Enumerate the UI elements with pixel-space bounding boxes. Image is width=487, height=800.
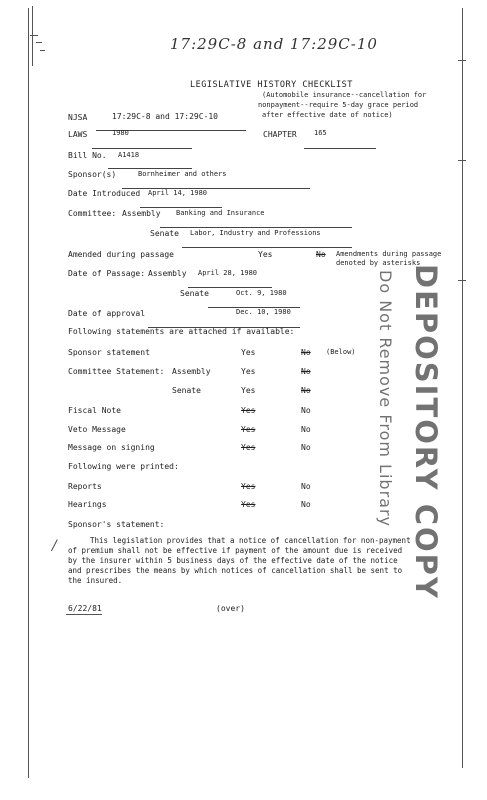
subject-note-line-3: after effective date of notice) (262, 111, 393, 119)
sponsor-statement-note: (Below) (326, 348, 356, 356)
printed-heading: Following were printed: (68, 462, 179, 471)
committee-assembly-underline (160, 217, 352, 228)
margin-tick (30, 35, 38, 36)
sponsor-statement-line: and prescribes the means by which notices of cancellation shall be sent to (68, 566, 403, 575)
statements-heading: Following statements are attached if available: (68, 327, 295, 336)
committee-senate-underline (182, 237, 352, 248)
sponsors-label: Sponsor(s) (68, 170, 117, 179)
committee-assembly-label: Assembly (122, 209, 161, 218)
margin-tick (458, 280, 466, 281)
left-margin-line (28, 8, 29, 778)
bill-no-label: Bill No. (68, 151, 107, 160)
passage-assembly-label: Assembly (148, 269, 187, 278)
sponsor-statement-text (68, 536, 448, 586)
committee-senate-value: Labor, Industry and Professions (190, 229, 321, 237)
depository-stamp (345, 262, 445, 600)
date-introduced-value: April 14, 1980 (148, 189, 208, 197)
chapter-value: 165 (314, 129, 327, 137)
sponsors-value: Bornheimer and others (138, 170, 227, 178)
njsa-label: NJSA (68, 113, 88, 122)
laws-value: 1980 (112, 129, 129, 137)
sponsors-underline (122, 178, 310, 189)
veto-message-yes: Yes (241, 425, 256, 434)
margin-tick (40, 50, 45, 51)
fiscal-note-label: Fiscal Note (68, 406, 121, 415)
passage-senate-underline (208, 297, 300, 308)
date-of-approval-label: Date of approval (68, 309, 146, 318)
veto-message-no: No (301, 425, 311, 434)
margin-tick (458, 60, 466, 61)
committee-statement-assembly-no: No (301, 367, 311, 376)
bill-no-value: A1418 (118, 151, 140, 159)
amended-no: No (316, 250, 326, 259)
njsa-value: 17:29C-8 and 17:29C-10 (112, 112, 218, 121)
amended-yes: Yes (258, 250, 273, 259)
committee-senate-label: Senate (150, 229, 179, 238)
handwritten-mark: / (52, 538, 57, 554)
laws-label: LAWS (68, 130, 88, 139)
fiscal-note-no: No (301, 406, 311, 415)
reports-yes: Yes (241, 482, 256, 491)
margin-tick (458, 160, 466, 161)
committee-statement-senate-label: Senate (172, 386, 201, 395)
reports-no: No (301, 482, 311, 491)
committee-statement-assembly-yes: Yes (241, 367, 256, 376)
committee-statement-label: Committee Statement: (68, 367, 165, 376)
committee-statement-assembly-label: Assembly (172, 367, 211, 376)
bill-no-underline (108, 158, 192, 169)
footer-date: 6/22/81 (68, 604, 102, 613)
date-introduced-underline (140, 197, 222, 208)
footer-over: (over) (216, 604, 245, 613)
sponsor-statement-heading: Sponsor's statement: (68, 520, 165, 529)
laws-underline (92, 138, 192, 149)
chapter-label: CHAPTER (263, 130, 297, 139)
committee-statement-senate-yes: Yes (241, 386, 256, 395)
handwritten-header: 17:29C-8 and 17:29C-10 (170, 35, 378, 53)
message-on-signing-label: Message on signing (68, 443, 155, 452)
sponsor-statement-line: This legislation provides that a notice of cancellation for non-payment (90, 536, 411, 545)
sponsor-statement-no: No (301, 348, 311, 357)
hearings-no: No (301, 500, 311, 509)
left-margin-mark (32, 6, 33, 66)
chapter-underline (304, 138, 376, 149)
right-margin-line (462, 8, 463, 768)
stamp-line-1: DEPOSITORY COPY (409, 264, 443, 600)
hearings-yes: Yes (241, 500, 256, 509)
document-title: LEGISLATIVE HISTORY CHECKLIST (190, 80, 353, 90)
veto-message-label: Veto Message (68, 425, 126, 434)
date-of-approval-value: Dec. 10, 1980 (236, 308, 291, 316)
fiscal-note-yes: Yes (241, 406, 256, 415)
sponsor-statement-line: of premium shall not be effective if payment of the amount due is received (68, 546, 403, 555)
committee-label: Committee: (68, 209, 117, 218)
date-of-passage-label: Date of Passage: (68, 269, 146, 278)
margin-tick (36, 42, 42, 43)
sponsor-statement-label: Sponsor statement (68, 348, 150, 357)
sponsor-statement-line: by the insurer within 5 business days of the effective date of the notice (68, 556, 398, 565)
message-on-signing-yes: Yes (241, 443, 256, 452)
amendments-note-line-2: denoted by asterisks (336, 259, 421, 267)
reports-label: Reports (68, 482, 102, 491)
date-introduced-label: Date Introduced (68, 189, 141, 198)
hearings-label: Hearings (68, 500, 107, 509)
committee-statement-senate-no: No (301, 386, 311, 395)
amended-label: Amended during passage (68, 250, 174, 259)
footer-date-underline (66, 614, 102, 615)
subject-note-line-2: nonpayment--require 5-day grace period (258, 101, 419, 109)
passage-senate-label: Senate (180, 289, 209, 298)
sponsor-statement-line: the insured. (68, 576, 123, 585)
passage-assembly-underline (188, 277, 272, 288)
message-on-signing-no: No (301, 443, 311, 452)
passage-assembly-value: April 28, 1980 (198, 269, 258, 277)
amendments-note-line-1: Amendments during passage (336, 250, 442, 258)
sponsor-statement-yes: Yes (241, 348, 256, 357)
committee-assembly-value: Banking and Insurance (176, 209, 265, 217)
subject-note-line-1: (Automobile insurance--cancellation for (262, 91, 427, 99)
passage-senate-value: Oct. 9, 1980 (236, 289, 287, 297)
stamp-line-2: Do Not Remove From Library (376, 270, 395, 527)
